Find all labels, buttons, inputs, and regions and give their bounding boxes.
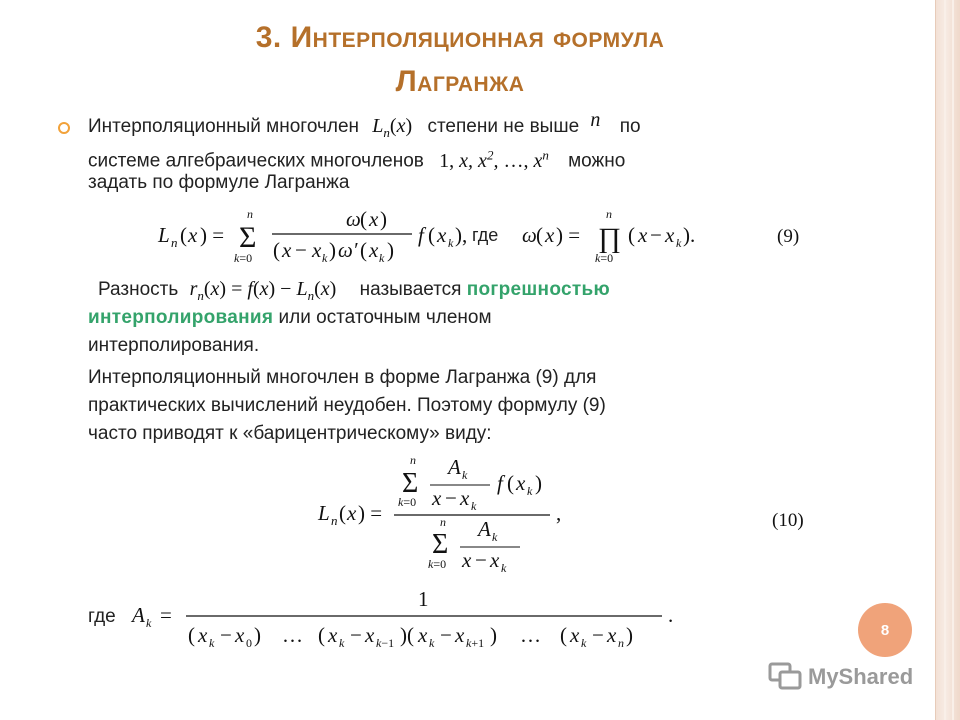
- svg-text:x: x: [570, 623, 580, 647]
- svg-text:(: (: [188, 623, 195, 647]
- svg-text:k: k: [676, 236, 682, 250]
- svg-text:0: 0: [246, 636, 252, 650]
- svg-text:A: A: [132, 603, 145, 627]
- paragraph-2-line-2: [88, 304, 492, 331]
- svg-text:n: n: [247, 207, 253, 221]
- svg-text:x: x: [516, 471, 526, 495]
- svg-text:): ): [535, 471, 542, 495]
- svg-text:(: (: [536, 223, 543, 247]
- svg-text:ω: ω: [346, 207, 361, 231]
- svg-text:): ): [380, 207, 387, 231]
- svg-text:k: k: [492, 530, 498, 544]
- svg-text:∏: ∏: [598, 223, 622, 254]
- svg-text:x: x: [235, 623, 245, 647]
- svg-text:x: x: [198, 623, 208, 647]
- p1-text-e: можно: [568, 150, 626, 172]
- border-stripe: [944, 0, 946, 720]
- svg-text:1: 1: [418, 587, 429, 611]
- svg-text:k: k: [527, 484, 533, 498]
- svg-text:−: −: [440, 623, 452, 647]
- paragraph-2-line-3: интерполирования.: [88, 335, 260, 356]
- formula-9-where: где: [472, 225, 499, 245]
- svg-text:x: x: [369, 207, 379, 231]
- svg-text:(: (: [273, 238, 280, 262]
- svg-text:k−1: k−1: [376, 636, 395, 650]
- svg-text:x: x: [638, 223, 648, 247]
- p1-text-c: по: [619, 116, 641, 137]
- page-number: 8: [880, 621, 890, 639]
- svg-text:−: −: [350, 623, 362, 647]
- svg-text:−: −: [445, 486, 457, 510]
- svg-text:f: f: [497, 471, 503, 495]
- svg-text:L: L: [318, 501, 330, 525]
- svg-text:…: …: [520, 623, 541, 647]
- svg-text:ω: ω: [522, 223, 537, 247]
- svg-text:−: −: [295, 238, 307, 262]
- svg-text:x: x: [347, 501, 357, 525]
- svg-text:k=0: k=0: [428, 557, 447, 571]
- svg-text:k: k: [339, 636, 345, 650]
- svg-text:(: (: [180, 223, 187, 247]
- svg-text:x: x: [418, 623, 428, 647]
- svg-text:Σ: Σ: [239, 221, 257, 254]
- svg-text:(: (: [507, 471, 514, 495]
- watermark: [768, 660, 913, 694]
- formula-9: [150, 200, 750, 272]
- svg-text:).: ).: [683, 223, 696, 247]
- svg-text:k: k: [581, 636, 587, 650]
- svg-text:,: ,: [556, 501, 562, 525]
- svg-text:k=0: k=0: [398, 495, 417, 509]
- svg-text:−: −: [592, 623, 604, 647]
- slide-right-border: [935, 0, 960, 720]
- title-line2: Лагранжа: [395, 65, 525, 98]
- slide-title: [90, 16, 830, 104]
- svg-text:(: (: [628, 223, 635, 247]
- svg-text:(: (: [428, 223, 435, 247]
- svg-text:): ): [490, 623, 497, 647]
- p2-lead: Разность: [98, 279, 179, 300]
- svg-text:n: n: [410, 453, 416, 467]
- svg-text:n: n: [440, 515, 446, 529]
- svg-text:k: k: [501, 561, 507, 575]
- svg-text:k=0: k=0: [595, 251, 614, 265]
- bullet-icon: [58, 122, 70, 134]
- border-stripe: [952, 0, 954, 720]
- svg-text:x: x: [282, 238, 292, 262]
- svg-text:x: x: [432, 486, 442, 510]
- svg-text:x: x: [369, 238, 379, 262]
- svg-text:): ): [387, 238, 394, 262]
- p1-text-b: степени не выше: [427, 116, 580, 137]
- watermark-text: MyShared: [808, 664, 914, 689]
- svg-text:k: k: [471, 499, 477, 513]
- svg-text:x: x: [188, 223, 198, 247]
- svg-text:n: n: [331, 513, 338, 528]
- title-line1: Интерполяционная формула: [290, 21, 665, 54]
- svg-text:x: x: [607, 623, 617, 647]
- svg-text:x: x: [328, 623, 338, 647]
- svg-text:k+1: k+1: [466, 636, 485, 650]
- svg-text:=: =: [160, 603, 172, 627]
- p1-text-a: Интерполяционный многочлен: [88, 116, 360, 137]
- where-ak-label: где: [88, 606, 116, 627]
- formula-10: [310, 450, 590, 585]
- svg-text:k: k: [448, 236, 454, 250]
- svg-text:L: L: [158, 223, 170, 247]
- p2-term1: погрешностью: [466, 279, 610, 300]
- paragraph-3-line-3: часто приводят к «барицентрическому» виду:: [88, 423, 492, 444]
- math-rn: $r_n(x) = f(x) - L_n(x)$: [189, 278, 337, 303]
- svg-text:x: x: [455, 623, 465, 647]
- svg-text:−: −: [475, 548, 487, 572]
- p2-term2: интерполирования: [88, 307, 274, 328]
- svg-text:k: k: [429, 636, 435, 650]
- svg-text:.: .: [668, 603, 674, 627]
- svg-text:): ): [626, 623, 633, 647]
- title-number: 3.: [255, 21, 291, 54]
- svg-text:−: −: [220, 623, 232, 647]
- svg-text:Σ: Σ: [402, 468, 419, 499]
- svg-text:(: (: [360, 207, 367, 231]
- svg-text:x: x: [462, 548, 472, 572]
- paragraph-3-line-2: практических вычислений неудобен. Поэтому формулу (9): [88, 395, 606, 416]
- equation-number-9: (9): [777, 226, 800, 247]
- svg-text:) =: ) =: [200, 223, 225, 247]
- page-number-badge: [858, 603, 912, 657]
- p2-called: называется: [359, 279, 462, 300]
- svg-text:Σ: Σ: [432, 529, 449, 560]
- svg-text:n: n: [606, 207, 612, 221]
- svg-text:k: k: [462, 468, 468, 482]
- math-n: n: [590, 109, 601, 131]
- svg-text:) =: ) =: [556, 223, 581, 247]
- svg-text:k: k: [209, 636, 215, 650]
- svg-text:ω′: ω′: [338, 238, 358, 262]
- svg-text:k: k: [322, 251, 328, 265]
- svg-text:k=0: k=0: [234, 251, 253, 265]
- svg-text:k: k: [379, 251, 385, 265]
- svg-text:(: (: [560, 623, 567, 647]
- svg-text:x: x: [365, 623, 375, 647]
- svg-text:n: n: [618, 636, 624, 650]
- paragraph-1-line-3: задать по формуле Лагранжа: [88, 172, 350, 193]
- svg-text:) =: ) =: [358, 501, 383, 525]
- svg-text:(: (: [318, 623, 325, 647]
- svg-text:x: x: [437, 223, 447, 247]
- svg-text:A: A: [478, 517, 491, 541]
- math-basis: 1, x, $x^2$, …, $x^n$: [439, 147, 549, 172]
- svg-text:f: f: [418, 223, 424, 247]
- p1-text-d: системе алгебраических многочленов: [88, 150, 424, 172]
- svg-text:)(: )(: [400, 623, 414, 647]
- svg-text:(: (: [339, 501, 346, 525]
- svg-text:A: A: [448, 455, 461, 479]
- svg-text:): ): [329, 238, 336, 262]
- equation-number-10: (10): [772, 510, 804, 531]
- svg-text:x: x: [460, 486, 470, 510]
- svg-text:x: x: [490, 548, 500, 572]
- svg-text:): ): [254, 623, 261, 647]
- svg-text:(: (: [360, 238, 367, 262]
- svg-text:),: ),: [455, 223, 468, 247]
- svg-text:x: x: [665, 223, 675, 247]
- myshared-logo-icon: [768, 662, 802, 692]
- svg-text:x: x: [312, 238, 322, 262]
- p2-rest: или остаточным членом: [278, 307, 492, 328]
- svg-text:−: −: [650, 223, 662, 247]
- math-Ln-x: $L_n(x)$: [372, 115, 413, 140]
- svg-text:…: …: [282, 623, 303, 647]
- paragraph-3-line-1: Интерполяционный многочлен в форме Лагранжа (9) для: [88, 367, 597, 388]
- formula-ak: [128, 586, 688, 656]
- svg-text:k: k: [146, 616, 152, 630]
- svg-text:x: x: [545, 223, 555, 247]
- svg-text:n: n: [171, 235, 178, 250]
